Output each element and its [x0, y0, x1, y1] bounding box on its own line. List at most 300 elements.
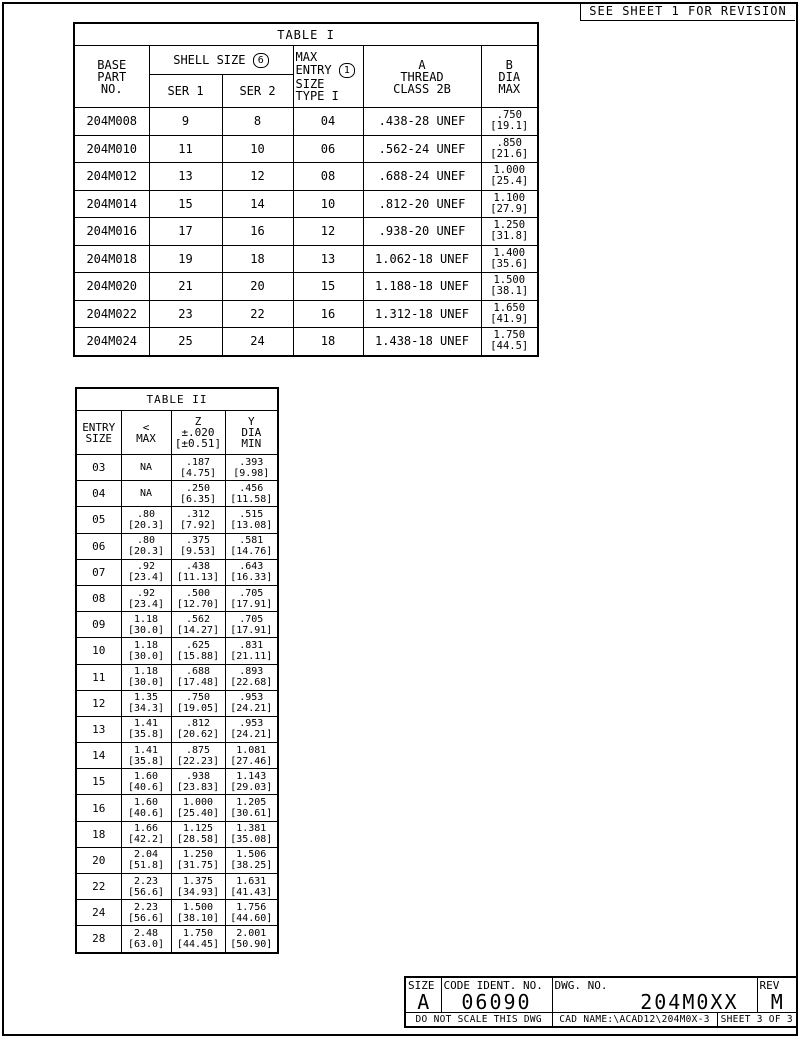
- k-max-cell: [121, 507, 171, 533]
- dia-max-inch: 1.650: [493, 301, 526, 314]
- entry-size-cell: 18: [76, 821, 121, 847]
- z-cell: [171, 821, 225, 847]
- table-row: [74, 218, 538, 246]
- z-cell: [171, 664, 225, 690]
- k-max-cell-mm: [30.0]: [127, 624, 165, 636]
- size-label: SIZE: [408, 978, 435, 992]
- z-header: Z ±.020 [±0.51]: [171, 411, 225, 455]
- k-max-cell-inch: 1.66: [133, 823, 159, 835]
- ser2-cell: 14: [222, 190, 293, 218]
- z-cell-mm: [25.40]: [176, 808, 220, 820]
- k-max-cell-mm: [20.3]: [127, 546, 165, 558]
- z-cell-mm: [31.75]: [176, 860, 220, 872]
- z-cell-inch: .312: [185, 508, 211, 520]
- k-max-cell-inch: NA: [139, 488, 153, 500]
- y-dia-min-cell-mm: [24.21]: [230, 703, 273, 715]
- scale-note: DO NOT SCALE THIS DWG: [405, 1013, 552, 1028]
- entry-size-cell: 14: [76, 743, 121, 769]
- entry-size-cell: 13: [76, 716, 121, 742]
- title-block: [404, 976, 798, 1028]
- table-row: [76, 847, 278, 873]
- z-cell: [171, 847, 225, 873]
- y-dia-min-cell: [225, 664, 278, 690]
- z-cell-inch: 1.375: [182, 875, 214, 887]
- ser2-cell: 22: [222, 300, 293, 328]
- thread-cell: 1.188-18 UNEF: [363, 273, 481, 301]
- k-max-cell-mm: [23.4]: [127, 572, 165, 584]
- y-dia-min-cell: [225, 874, 278, 900]
- ser2-cell: 16: [222, 218, 293, 246]
- dia-max-cell: [481, 108, 538, 136]
- z-cell-mm: [44.45]: [176, 938, 220, 950]
- z-cell-mm: [14.27]: [176, 624, 220, 636]
- entry-size-cell: 22: [76, 874, 121, 900]
- table-row: [76, 690, 278, 716]
- z-cell: [171, 638, 225, 664]
- y-dia-min-cell-mm: [38.25]: [230, 860, 273, 872]
- part-no-cell: 204M012: [74, 163, 149, 191]
- k-max-cell-mm: [30.0]: [127, 650, 165, 662]
- y-dia-min-cell-mm: [14.76]: [230, 546, 273, 558]
- entry-size-cell: 24: [76, 900, 121, 926]
- k-max-cell: [121, 664, 171, 690]
- ser2-cell: 12: [222, 163, 293, 191]
- k-max-cell: [121, 638, 171, 664]
- z-cell: [171, 769, 225, 795]
- z-cell-mm: [38.10]: [176, 912, 220, 924]
- k-max-cell: [121, 585, 171, 611]
- y-dia-min-cell: [225, 638, 278, 664]
- max-entry-cell: 16: [293, 300, 363, 328]
- k-max-cell-inch: NA: [139, 462, 153, 474]
- table-row: [76, 638, 278, 664]
- k-max-cell-inch: .80: [136, 508, 156, 520]
- z-cell: [171, 559, 225, 585]
- z-cell-mm: [7.92]: [179, 519, 217, 531]
- dia-max-cell: [481, 273, 538, 301]
- y-dia-min-cell-mm: [22.68]: [230, 677, 273, 689]
- base-part-no-header: BASE PART NO.: [74, 46, 149, 108]
- k-max-cell-mm: [23.4]: [127, 598, 165, 610]
- z-cell-mm: [17.48]: [176, 677, 220, 689]
- part-no-cell: 204M018: [74, 245, 149, 273]
- y-dia-min-cell-inch: 1.506: [236, 849, 267, 861]
- y-dia-min-cell: [225, 926, 278, 953]
- k-max-cell-inch: 1.18: [133, 639, 159, 651]
- k-max-cell-mm: [56.6]: [127, 886, 165, 898]
- k-max-cell-mm: [40.6]: [127, 781, 165, 793]
- z-cell-mm: [22.23]: [176, 755, 220, 767]
- code-ident-value: 06090: [461, 989, 532, 1013]
- max-entry-cell: 06: [293, 135, 363, 163]
- ser1-cell: 9: [149, 108, 222, 136]
- z-cell-inch: .250: [185, 482, 211, 494]
- table-row: [74, 108, 538, 136]
- table-row: [76, 900, 278, 926]
- table-row: [74, 273, 538, 301]
- y-dia-min-cell-mm: [27.46]: [230, 755, 273, 767]
- entry-size-cell: 06: [76, 533, 121, 559]
- dia-max-inch: 1.750: [493, 329, 526, 342]
- sheet-number: SHEET 3 OF 3: [717, 1013, 797, 1028]
- k-max-cell-inch: .92: [136, 561, 156, 573]
- table-row: [76, 507, 278, 533]
- z-cell: [171, 795, 225, 821]
- rev-label: REV: [759, 978, 780, 992]
- k-max-cell: [121, 743, 171, 769]
- z-cell-mm: [28.58]: [176, 834, 220, 846]
- z-cell-mm: [12.70]: [176, 598, 220, 610]
- part-no-cell: 204M014: [74, 190, 149, 218]
- z-cell: [171, 874, 225, 900]
- z-cell: [171, 743, 225, 769]
- z-cell-mm: [4.75]: [179, 467, 217, 479]
- k-max-cell: [121, 769, 171, 795]
- z-cell-inch: .625: [185, 639, 211, 651]
- y-dia-min-cell-mm: [13.08]: [230, 519, 273, 531]
- entry-size-cell: 09: [76, 612, 121, 638]
- k-max-cell-mm: [51.8]: [127, 860, 165, 872]
- ser1-cell: 13: [149, 163, 222, 191]
- dia-max-cell: [481, 135, 538, 163]
- note-hexagon-6: 6: [253, 53, 269, 68]
- dia-max-inch: 1.500: [493, 274, 526, 287]
- z-cell-mm: [9.53]: [179, 546, 217, 558]
- ser1-cell: 15: [149, 190, 222, 218]
- y-dia-min-cell-inch: 1.381: [236, 823, 267, 835]
- y-dia-min-cell-inch: .705: [239, 613, 264, 625]
- y-dia-min-cell: [225, 821, 278, 847]
- entry-size-cell: 05: [76, 507, 121, 533]
- part-no-cell: 204M008: [74, 108, 149, 136]
- table-row: [76, 664, 278, 690]
- z-cell-inch: 1.500: [182, 901, 214, 913]
- entry-size-cell: 08: [76, 585, 121, 611]
- thread-cell: .688-24 UNEF: [363, 163, 481, 191]
- y-dia-min-cell: [225, 455, 278, 481]
- table-row: [74, 135, 538, 163]
- k-max-cell-mm: [40.6]: [127, 808, 165, 820]
- k-max-cell-inch: 2.04: [133, 849, 159, 861]
- k-max-cell-mm: [35.8]: [127, 729, 165, 741]
- z-cell-inch: .562: [185, 613, 211, 625]
- k-max-cell: [121, 716, 171, 742]
- k-max-cell-inch: 2.48: [133, 927, 159, 939]
- table-row: [74, 190, 538, 218]
- k-max-cell: [121, 821, 171, 847]
- y-dia-min-cell-inch: .581: [239, 535, 264, 547]
- table-row: [76, 743, 278, 769]
- y-dia-min-cell: [225, 769, 278, 795]
- thread-cell: 1.062-18 UNEF: [363, 245, 481, 273]
- z-cell-inch: .375: [185, 535, 211, 547]
- ser1-cell: 25: [149, 328, 222, 356]
- y-dia-min-cell-inch: .831: [239, 639, 264, 651]
- y-dia-min-cell-inch: .953: [239, 692, 264, 704]
- shell-size-header: SHELL SIZE 6: [149, 46, 293, 75]
- y-dia-min-cell: [225, 481, 278, 507]
- k-max-cell-inch: 2.23: [133, 901, 159, 913]
- max-entry-cell: 10: [293, 190, 363, 218]
- y-dia-min-cell-inch: .456: [239, 482, 264, 494]
- y-dia-min-cell-inch: .515: [239, 508, 264, 520]
- table-ii-title: TABLE II: [76, 388, 278, 411]
- z-cell-mm: [11.13]: [176, 572, 220, 584]
- ser1-header: SER 1: [149, 75, 222, 108]
- y-dia-min-cell-inch: .953: [239, 718, 264, 730]
- table-row: [76, 455, 278, 481]
- part-no-cell: 204M024: [74, 328, 149, 356]
- dia-max-mm: [21.6]: [490, 147, 529, 160]
- part-no-cell: 204M010: [74, 135, 149, 163]
- k-max-cell: [121, 481, 171, 507]
- ser1-cell: 11: [149, 135, 222, 163]
- thread-cell: .438-28 UNEF: [363, 108, 481, 136]
- y-dia-min-cell-mm: [50.90]: [230, 938, 273, 950]
- z-cell: [171, 585, 225, 611]
- z-cell-mm: [6.35]: [179, 493, 217, 505]
- table-row: [76, 795, 278, 821]
- dia-max-inch: .850: [496, 136, 522, 149]
- z-cell: [171, 716, 225, 742]
- table-row: [74, 245, 538, 273]
- y-dia-min-cell-inch: 1.756: [236, 901, 267, 913]
- max-entry-cell: 18: [293, 328, 363, 356]
- size-value: A: [417, 989, 430, 1013]
- table-row: [76, 926, 278, 953]
- k-max-cell: [121, 847, 171, 873]
- max-entry-cell: 13: [293, 245, 363, 273]
- z-cell: [171, 455, 225, 481]
- max-entry-cell: 04: [293, 108, 363, 136]
- entry-size-cell: 16: [76, 795, 121, 821]
- k-max-cell-mm: [42.2]: [127, 834, 165, 846]
- dwg-no-cell: [552, 977, 757, 1013]
- y-dia-min-cell-inch: 1.143: [236, 770, 267, 782]
- z-cell-inch: 1.250: [182, 849, 214, 861]
- table-ii: [75, 387, 279, 954]
- entry-size-cell: 15: [76, 769, 121, 795]
- ser2-header: SER 2: [222, 75, 293, 108]
- dia-max-cell: [481, 328, 538, 356]
- table-row: [74, 328, 538, 356]
- ser1-cell: 17: [149, 218, 222, 246]
- rev-value: M: [770, 989, 783, 1013]
- table-row: [76, 769, 278, 795]
- z-cell-inch: 1.750: [182, 927, 214, 939]
- z-cell-inch: .750: [185, 692, 211, 704]
- y-dia-min-cell-inch: .393: [239, 456, 264, 468]
- k-max-cell-mm: [63.0]: [127, 938, 165, 950]
- dia-max-mm: [38.1]: [490, 285, 529, 298]
- y-dia-min-cell: [225, 585, 278, 611]
- ser1-cell: 21: [149, 273, 222, 301]
- k-max-cell-inch: .80: [136, 535, 156, 547]
- dia-max-mm: [19.1]: [490, 120, 529, 133]
- entry-size-cell: 03: [76, 455, 121, 481]
- dia-max-cell: [481, 300, 538, 328]
- z-cell-mm: [34.93]: [176, 886, 220, 898]
- table-row: [76, 821, 278, 847]
- dia-max-cell: [481, 190, 538, 218]
- cad-name: CAD NAME:\ACAD12\204M0X-3: [552, 1013, 717, 1028]
- z-cell-mm: [19.05]: [176, 703, 220, 715]
- y-dia-min-cell: [225, 690, 278, 716]
- max-entry-cell: 12: [293, 218, 363, 246]
- k-max-cell: [121, 455, 171, 481]
- z-cell: [171, 507, 225, 533]
- y-dia-min-cell-mm: [9.98]: [233, 467, 270, 479]
- ser2-cell: 24: [222, 328, 293, 356]
- y-dia-min-cell-inch: 2.001: [236, 927, 267, 939]
- y-dia-min-cell-inch: .705: [239, 587, 264, 599]
- dia-max-inch: 1.100: [493, 191, 526, 204]
- k-max-cell-mm: [34.3]: [127, 703, 165, 715]
- thread-cell: .812-20 UNEF: [363, 190, 481, 218]
- revision-note: SEE SHEET 1 FOR REVISION: [580, 3, 795, 21]
- entry-size-cell: 04: [76, 481, 121, 507]
- y-dia-min-cell-inch: 1.631: [236, 875, 267, 887]
- k-max-cell: [121, 612, 171, 638]
- y-dia-min-cell-mm: [21.11]: [230, 650, 273, 662]
- table-row: [76, 559, 278, 585]
- y-dia-min-cell-mm: [41.43]: [230, 886, 273, 898]
- k-max-cell-inch: 1.18: [133, 613, 159, 625]
- z-cell: [171, 926, 225, 953]
- ser1-cell: 19: [149, 245, 222, 273]
- thread-cell: 1.312-18 UNEF: [363, 300, 481, 328]
- dia-max-mm: [35.6]: [490, 257, 529, 270]
- entry-size-cell: 10: [76, 638, 121, 664]
- z-cell-mm: [23.83]: [176, 781, 220, 793]
- entry-size-header: ENTRY SIZE: [76, 411, 121, 455]
- k-max-cell-mm: [56.6]: [127, 912, 165, 924]
- y-dia-min-cell: [225, 743, 278, 769]
- k-max-cell-inch: 2.23: [133, 875, 159, 887]
- table-row: [76, 481, 278, 507]
- table-row: [76, 585, 278, 611]
- ser2-cell: 20: [222, 273, 293, 301]
- table-row: [76, 612, 278, 638]
- k-max-cell-mm: [20.3]: [127, 519, 165, 531]
- entry-size-cell: 28: [76, 926, 121, 953]
- z-cell: [171, 900, 225, 926]
- k-max-header: < MAX: [121, 411, 171, 455]
- dia-max-cell: [481, 163, 538, 191]
- z-cell-inch: .688: [185, 666, 211, 678]
- part-no-cell: 204M016: [74, 218, 149, 246]
- part-no-cell: 204M020: [74, 273, 149, 301]
- z-cell-inch: .938: [185, 770, 211, 782]
- y-dia-min-cell: [225, 847, 278, 873]
- table-row: [76, 874, 278, 900]
- k-max-cell-inch: 1.35: [133, 692, 159, 704]
- note-triangle-1: 1: [339, 63, 355, 78]
- k-max-cell-inch: 1.60: [133, 797, 159, 809]
- dwg-no-label: DWG. NO.: [554, 978, 608, 992]
- dia-max-mm: [27.9]: [490, 202, 529, 215]
- y-dia-min-cell-mm: [30.61]: [230, 808, 273, 820]
- table-row: [76, 533, 278, 559]
- thread-header: A THREAD CLASS 2B: [363, 46, 481, 108]
- dia-max-mm: [44.5]: [490, 340, 529, 353]
- size-cell: [405, 977, 441, 1013]
- y-dia-min-cell: [225, 559, 278, 585]
- thread-cell: .938-20 UNEF: [363, 218, 481, 246]
- y-dia-min-cell-inch: 1.081: [236, 744, 267, 756]
- dia-max-header: B DIA MAX: [481, 46, 538, 108]
- z-cell-inch: 1.125: [182, 823, 214, 835]
- y-dia-min-cell-mm: [16.33]: [230, 572, 273, 584]
- y-dia-min-cell-inch: .643: [239, 561, 264, 573]
- rev-cell: [757, 977, 797, 1013]
- dia-max-inch: .750: [496, 109, 522, 122]
- y-dia-min-cell: [225, 716, 278, 742]
- k-max-cell-mm: [35.8]: [127, 755, 165, 767]
- entry-size-cell: 07: [76, 559, 121, 585]
- dia-max-inch: 1.250: [493, 219, 526, 232]
- y-dia-min-cell-inch: .893: [239, 666, 264, 678]
- dia-max-mm: [25.4]: [490, 175, 529, 188]
- z-cell-inch: 1.000: [182, 797, 214, 809]
- k-max-cell-inch: 1.41: [133, 718, 159, 730]
- part-no-cell: 204M022: [74, 300, 149, 328]
- dwg-no-value: 204M0XX: [640, 989, 739, 1013]
- k-max-cell-inch: 1.18: [133, 666, 159, 678]
- max-entry-cell: 08: [293, 163, 363, 191]
- code-ident-label: CODE IDENT. NO.: [443, 978, 543, 992]
- y-dia-min-cell-mm: [35.08]: [230, 834, 273, 846]
- z-cell-inch: .438: [185, 561, 211, 573]
- k-max-cell-inch: 1.60: [133, 770, 159, 782]
- y-dia-min-cell: [225, 533, 278, 559]
- thread-cell: 1.438-18 UNEF: [363, 328, 481, 356]
- k-max-cell: [121, 795, 171, 821]
- ser2-cell: 18: [222, 245, 293, 273]
- y-dia-min-cell-mm: [29.03]: [230, 781, 273, 793]
- k-max-cell-inch: .92: [136, 587, 156, 599]
- k-max-cell: [121, 690, 171, 716]
- z-cell-mm: [15.88]: [176, 650, 220, 662]
- k-max-cell: [121, 874, 171, 900]
- k-max-cell: [121, 533, 171, 559]
- entry-size-cell: 12: [76, 690, 121, 716]
- table-row: [74, 163, 538, 191]
- z-cell: [171, 612, 225, 638]
- entry-size-cell: 20: [76, 847, 121, 873]
- table-row: [74, 300, 538, 328]
- y-dia-min-cell-mm: [17.91]: [230, 624, 273, 636]
- entry-size-cell: 11: [76, 664, 121, 690]
- max-entry-size-header: MAX ENTRY 1 SIZE TYPE I: [293, 46, 363, 108]
- k-max-cell-inch: 1.41: [133, 744, 159, 756]
- ser2-cell: 8: [222, 108, 293, 136]
- dia-max-mm: [31.8]: [490, 230, 529, 243]
- ser1-cell: 23: [149, 300, 222, 328]
- k-max-cell: [121, 926, 171, 953]
- table-i-title: TABLE I: [74, 23, 538, 46]
- k-max-cell-mm: [30.0]: [127, 677, 165, 689]
- code-ident-cell: [441, 977, 552, 1013]
- y-dia-min-cell-mm: [11.58]: [230, 493, 273, 505]
- dia-max-inch: 1.400: [493, 246, 526, 259]
- table-row: [76, 716, 278, 742]
- dia-max-cell: [481, 218, 538, 246]
- y-dia-min-cell: [225, 507, 278, 533]
- y-dia-min-cell-inch: 1.205: [236, 797, 267, 809]
- y-dia-min-cell: [225, 795, 278, 821]
- z-cell: [171, 690, 225, 716]
